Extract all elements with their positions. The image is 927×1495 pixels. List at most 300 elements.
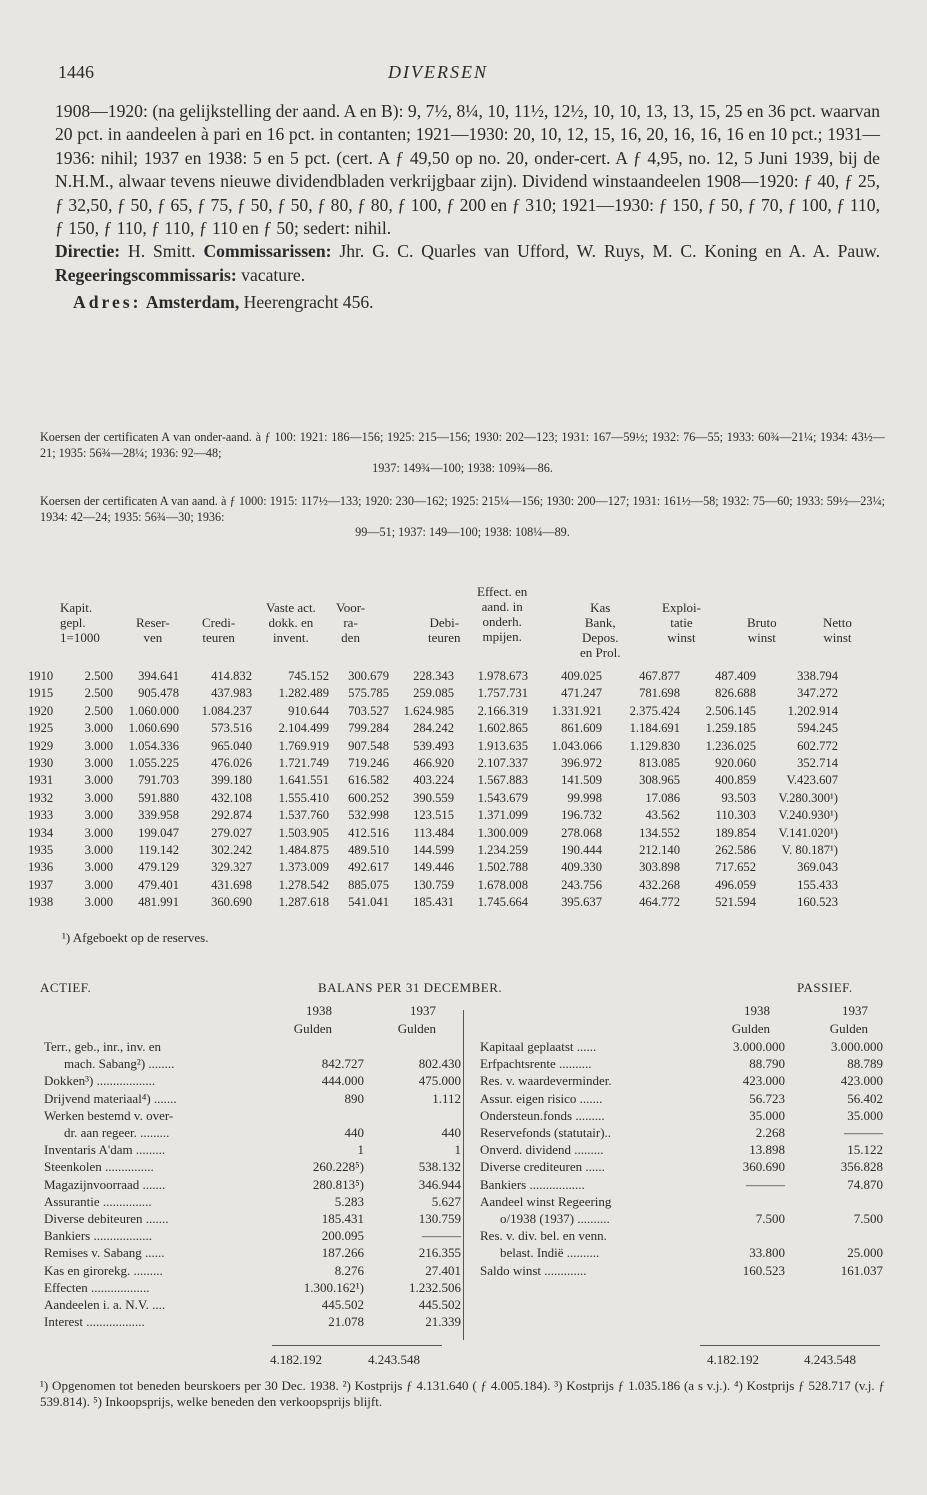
table-cell: 2.506.145 [705,703,756,718]
balance-item-value: 3.000.000 [831,1039,883,1054]
table-cell: 1.331.921 [551,703,602,718]
col-header-kapitaal: Kapit. gepl. 1=1000 [60,600,100,645]
balance-item-value: 56.402 [847,1090,883,1106]
table-cell: 1.624.985 [403,703,454,718]
table-cell: 467.877 [639,669,680,683]
table-row [28,755,838,772]
koersen-block-1 [40,430,885,477]
page-number: 1446 [58,62,94,82]
table-cell: 1.234.259 [477,843,528,858]
table-cell: 409.025 [561,669,602,683]
balance-item-value: 360.690 [742,1159,785,1175]
table-cell: 910.644 [288,703,329,718]
balance-item-label: Assur. eigen risico ....... [480,1090,603,1106]
balance-item-label: Bankiers ................. [480,1176,585,1192]
table-row [28,668,838,685]
table-cell: 496.059 [715,877,756,892]
balance-item-value: 260.228⁵) [312,1159,364,1175]
balance-item-value: 475.000 [418,1073,461,1089]
balance-item-label: o/1938 (1937) .......... [500,1211,610,1227]
table-cell: 3.000 [84,843,113,858]
balance-row [480,1072,883,1089]
balance-item-value: 538.132 [418,1159,461,1175]
table-cell: 1.721.749 [278,756,329,771]
balance-item-value: 56.723 [749,1090,785,1106]
actief-year-1937 [376,1002,436,1038]
col-header-voorraden: Voor- ra- den [336,600,366,645]
table-cell: 717.652 [715,860,756,875]
table-cell: 199.047 [138,825,179,840]
unit-label: Gulden [829,1021,868,1036]
balance-item-value: 890 [344,1090,364,1106]
table-row [28,877,838,894]
balance-item-label: Kapitaal geplaatst ...... [480,1039,597,1054]
table-cell: 1.129.830 [629,738,680,753]
balance-row [44,1262,461,1279]
balance-item-label: Aandeel winst Regeering [480,1193,612,1209]
passief-label: PASSIEF. [797,980,853,995]
balance-item-label: Ondersteun.fonds ......... [480,1107,605,1123]
table-cell: 432.108 [211,790,252,805]
table-cell: 1.287.618 [278,895,329,910]
passief-total-1938: 4.182.192 [707,1352,759,1367]
table-cell: 1.978.673 [477,669,528,683]
balance-row [44,1038,461,1055]
balance-item-value: 74.870 [847,1176,883,1192]
table-cell: 602.772 [797,738,838,753]
table-row [28,685,838,702]
year-cell: 1936 [28,860,54,875]
table-row [28,720,838,737]
table-cell: 352.714 [797,756,838,771]
table-cell: 17.086 [645,790,680,805]
balance-item-label: Onverd. dividend ......... [480,1142,604,1158]
balance-item-label: Dokken³) .................. [44,1073,156,1089]
balance-item-value: 161.037 [840,1262,883,1278]
section-title: DIVERSEN [388,62,488,82]
table-cell: 3.000 [84,825,113,840]
year-cell: 1925 [28,721,54,736]
adres-label: Adres: [73,292,142,313]
balance-item-value: 1 [454,1142,461,1158]
table-cell: 130.759 [413,877,454,892]
koersen-text-end: 1937: 149¾—100; 1938: 109¾—86. [372,461,553,475]
table-cell: 394.641 [138,669,179,683]
table-cell: 431.698 [211,877,252,892]
balance-item-value [785,1227,883,1244]
table-cell: 813.085 [639,756,680,771]
table-cell: 155.433 [797,877,838,892]
table-cell: 2.107.337 [477,756,528,771]
table-cell: 390.559 [413,790,454,805]
table-cell: 1.278.542 [278,877,329,892]
table-cell: 1.184.691 [629,721,680,736]
balance-item-value: 5.627 [431,1193,461,1209]
balance-row [44,1158,461,1175]
table-cell: 3.000 [84,773,113,788]
table-cell: 144.599 [413,843,454,858]
col-header-kas: Kas Bank, Depos. en Prol. [580,600,621,660]
table-row [28,894,838,911]
table-cell: 466.920 [413,756,454,771]
col-header-effecten: Effect. en aand. in onderh. mpijen. [477,584,528,644]
balance-item-label: Magazijnvoorraad ....... [44,1176,166,1192]
table-cell: 149.446 [413,860,454,875]
actief-total-1938: 4.182.192 [270,1352,322,1367]
table-cell: 185.431 [413,895,454,910]
table-cell: 399.180 [211,773,252,788]
balance-row [480,1038,883,1055]
year-cell: 1934 [28,825,54,840]
table-cell: V.280.300¹) [778,790,838,805]
balance-item-value: 346.944 [418,1176,461,1192]
table-cell: 347.272 [797,686,838,701]
commissarissen-text: Jhr. G. C. Quarles van Ufford, W. Ruys, M. C. Koning en A. A. Pauw. [331,241,880,262]
table-cell: 2.104.499 [278,721,329,736]
balance-item-value: 216.355 [418,1245,461,1261]
table-cell: 1.503.905 [278,825,329,840]
balance-item-label: Werken bestemd v. over- [44,1107,174,1123]
table-cell: 1.913.635 [477,738,528,753]
table-cell: 160.523 [797,895,838,910]
balance-item-label: Reservefonds (statutair).. [480,1125,612,1141]
balance-row [44,1193,461,1210]
balance-item-label: belast. Indië .......... [500,1245,600,1261]
table-cell: 93.503 [721,790,756,805]
balance-item-value: 8.276 [334,1262,364,1278]
table-cell: 479.401 [138,877,179,892]
balance-row [480,1176,883,1193]
table-cell: 123.515 [413,808,454,823]
actief-year-1938 [272,1002,332,1038]
table-cell: 412.516 [348,825,389,840]
balance-row [480,1158,883,1175]
balance-item-label: Bankiers .................. [44,1228,152,1244]
table-cell: 278.068 [561,825,602,840]
table-row [28,738,838,755]
table-cell: 1.202.914 [787,703,838,718]
balance-item-label: Erfpachtsrente .......... [480,1056,592,1072]
table-cell: 3.000 [84,895,113,910]
balance-row [44,1055,461,1072]
adres-street: Heerengracht 456. [239,292,374,313]
table-cell: 905.478 [138,686,179,701]
table-cell: 3.000 [84,738,113,753]
year-cell: 1930 [28,756,54,771]
table-cell: 1.282.489 [278,686,329,701]
balance-item-value: 444.000 [321,1073,364,1089]
balance-item-value [785,1193,883,1210]
table-row [28,790,838,807]
passief-year-1937 [808,1002,868,1038]
unit-label: Gulden [293,1021,332,1036]
table-cell: 600.252 [348,790,389,805]
balance-item-value: 7.500 [755,1211,785,1227]
table-cell: 308.965 [639,773,680,788]
table-cell: 43.562 [645,808,680,823]
balance-item-value: 440 [441,1125,461,1141]
table-cell: 300.679 [348,669,389,683]
balance-row [480,1227,883,1244]
table-row [28,807,838,824]
table-cell: 369.043 [797,860,838,875]
balance-item-value: 88.790 [749,1056,785,1072]
table-cell: 1.373.009 [278,860,329,875]
balance-row [480,1107,883,1124]
balance-item-value [690,1227,785,1244]
table-cell: 2.500 [84,669,113,683]
year-cell: 1929 [28,738,54,753]
table-cell: 302.242 [211,843,252,858]
balance-item-label: Terr., geb., inr., inv. en [44,1039,162,1054]
balance-item-value: 2.268 [755,1125,785,1141]
table-cell: 1.757.731 [477,686,528,701]
year-cell: 1931 [28,773,54,788]
passief-year-1938 [710,1002,770,1038]
balance-row [44,1279,461,1296]
unit-label: Gulden [397,1021,436,1036]
balance-item-value: 33.800 [749,1245,785,1261]
table-cell: 3.000 [84,721,113,736]
table-cell: 1.678.008 [477,877,528,892]
table-cell: 476.026 [211,756,252,771]
passief-total-1937: 4.243.548 [804,1352,856,1367]
balance-row [44,1072,461,1089]
table-cell: 573.516 [211,721,252,736]
table-cell: 1.543.679 [477,790,528,805]
balance-row [480,1124,883,1141]
balance-row [44,1090,461,1107]
table-cell: 279.027 [211,825,252,840]
table-cell: V.141.020¹) [778,825,838,840]
table-cell: 591.880 [138,790,179,805]
table-cell: 1.060.000 [128,703,179,718]
table-cell: 1.300.009 [477,825,528,840]
balance-item-value: 1.232.506 [409,1279,461,1295]
dividend-text: 1908—1920: (na gelijkstelling der aand. A en B): 9, 7½, 8¼, 10, 11½, 12½, 10, 10, 13, 13, 15, 25 en 36 pct. waarvan 20 pct. in aandeelen à pari en 16 pct. in contanten; 1921—1930: 20, 10, 12, 15, 16, 20, 16, 16, 16 en 10 pct.; 1931—1936: nihil; 1937 en 1938: 5 en 5 pct. (cert. A ƒ 49,50 op no. 20, onder-cert. A ƒ 4,95, no. 12, 5 Juni 1939, bij de N.H.M., alwaar tevens nieuwe dividendbladen verkrijgbaar zijn). Dividend winstaandeelen 1908—1920: ƒ 40, ƒ 25, ƒ 32,50, ƒ 50, ƒ 65, ƒ 75, ƒ 50, ƒ 50, ƒ 80, ƒ 80, ƒ 100, ƒ 200 en ƒ 310; 1921—1930: ƒ 150, ƒ 50, ƒ 70, ƒ 100, ƒ 110, ƒ 150, ƒ 110, ƒ 110, ƒ 110 en ƒ 50; sedert: nihil. [55,101,880,239]
table-row [28,772,838,789]
balance-row [480,1262,883,1279]
balance-row [44,1313,461,1330]
year-label: 1937 [410,1003,436,1018]
year-label: 1938 [306,1003,332,1018]
balance-item-value: 7.500 [853,1211,883,1227]
table-cell: 532.998 [348,808,389,823]
balance-row [44,1210,461,1227]
year-cell: 1920 [28,703,54,718]
table-cell: 464.772 [639,895,680,910]
balance-item-value: 13.898 [749,1142,785,1158]
balance-item-value [364,1107,461,1124]
table-cell: 339.958 [138,808,179,823]
balance-item-label: Interest .................. [44,1314,145,1330]
table-cell: 481.991 [138,895,179,910]
balance-item-value: 27.401 [425,1262,461,1278]
table-cell: 616.582 [348,773,389,788]
balance-item-label: Res. v. div. bel. en venn. [480,1228,607,1244]
balance-row [480,1090,883,1107]
actief-total-1937: 4.243.548 [368,1352,420,1367]
table-cell: 303.898 [639,860,680,875]
table-cell: 1.555.410 [278,790,329,805]
balance-item-value: ——— [746,1176,785,1192]
table-cell: 1.084.237 [201,703,252,718]
table-cell: 396.972 [561,756,602,771]
balance-item-value: 280.813⁵) [312,1176,364,1192]
balance-item-value: 25.000 [847,1245,883,1261]
balance-row [480,1193,883,1210]
balance-item-value: 440 [344,1125,364,1141]
balance-divider [463,1010,464,1340]
table-cell: 791.703 [138,773,179,788]
balance-item-value: 802.430 [418,1056,461,1072]
year-cell: 1915 [28,686,54,701]
table-cell: 292.874 [211,808,252,823]
balance-item-value: 200.095 [321,1228,364,1244]
table-cell: 594.245 [797,721,838,736]
balance-item-value: 1 [357,1142,364,1158]
table-cell: 1.769.919 [278,738,329,753]
table-row [28,703,838,720]
balance-row [44,1244,461,1261]
col-header-reserven: Reser- ven [136,615,170,645]
balance-item-label: Inventaris A'dam ......... [44,1142,166,1158]
balance-item-label: Aandeelen i. a. N.V. .... [44,1297,166,1313]
balance-row [480,1141,883,1158]
col-header-bruto: Bruto winst [747,615,777,645]
table-cell: 3.000 [84,790,113,805]
koersen-text: Koersen der certificaten A van aand. à ƒ 1000: 1915: 117½—133; 1920: 230—162; 1925: 215¼—156; 1930: 200—127; 1931: 161½—58; 1932: 75—60; 1933: 59½—23¼; 1934: 42—24; 1935: 56¾—30; 1936: [40,494,885,524]
balance-item-value: 187.266 [321,1245,364,1261]
year-cell: 1932 [28,790,54,805]
balance-item-value: 15.122 [847,1142,883,1158]
table-cell: 487.409 [715,669,756,683]
balance-item-value: 130.759 [418,1211,461,1227]
balance-item-label: dr. aan regeer. ......... [64,1125,170,1141]
table-cell: 719.246 [348,756,389,771]
table-cell: 2.500 [84,686,113,701]
table-cell: 1.484.875 [278,843,329,858]
balance-item-value: 21.078 [328,1314,364,1330]
passief-table [480,1038,883,1279]
table-cell: 400.859 [715,773,756,788]
table-cell: 920.060 [715,756,756,771]
table-cell: 414.832 [211,669,252,683]
table-cell: 2.500 [84,703,113,718]
statistics-table [28,668,838,912]
table-cell: 826.688 [715,686,756,701]
col-header-debiteuren: Debi- teuren [428,615,461,645]
balance-row [44,1227,461,1244]
table-cell: 196.732 [561,808,602,823]
table-cell: 432.268 [639,877,680,892]
balance-item-label: Steenkolen ............... [44,1159,154,1175]
directie-label: Directie: [55,241,121,262]
table-cell: 489.510 [348,843,389,858]
table-cell: 3.000 [84,756,113,771]
table-cell: 781.698 [639,686,680,701]
balance-item-value: 1.112 [432,1090,461,1106]
table-row [28,859,838,876]
table-cell: 1.537.760 [278,808,329,823]
balance-item-label: Remises v. Sabang ...... [44,1245,165,1261]
table-cell: 262.586 [715,843,756,858]
actief-table [44,1038,461,1330]
table-cell: 1.054.336 [128,738,179,753]
balance-item-value: 35.000 [847,1107,883,1123]
table-cell: 360.690 [211,895,252,910]
table-cell: V. 80.187¹) [781,843,838,858]
table-cell: 228.343 [413,669,454,683]
balance-item-label: Assurantie ............... [44,1193,152,1209]
table-cell: 395.637 [561,895,602,910]
table-cell: 965.040 [211,738,252,753]
table-cell: 3.000 [84,877,113,892]
balance-item-value: ——— [844,1125,883,1141]
koersen-block-2 [40,494,885,541]
balance-item-value: ——— [422,1228,461,1244]
table-cell: V.423.607 [786,773,838,788]
table-cell: 575.785 [348,686,389,701]
table-cell: 1.371.099 [477,808,528,823]
balance-item-value: 1.300.162¹) [303,1279,364,1295]
table-cell: 99.998 [567,790,602,805]
balance-item-value [690,1193,785,1210]
table-cell: 243.756 [561,877,602,892]
balance-footnotes: ¹) Opgenomen tot beneden beurskoers per 30 Dec. 1938. ²) Kostprijs ƒ 4.131.640 ( ƒ 4.005.184). ³) Kostprijs ƒ 1.035.186 (a s v.j.). ⁴) Kostprijs ƒ 528.717 (v.j. ƒ 539.814). ⁵) Inkoopsprijs, welke beneden den verkoopsprijs blijft. [40,1378,885,1409]
year-cell: 1937 [28,877,54,892]
table-cell: 329.327 [211,860,252,875]
balance-item-value: 842.727 [321,1056,364,1072]
table-cell: 3.000 [84,808,113,823]
table-cell: 471.247 [561,686,602,701]
balance-item-value: 356.828 [840,1159,883,1175]
col-header-vaste-activa: Vaste act. dokk. en invent. [266,600,316,645]
balance-item-value [259,1038,364,1055]
table-cell: 1.060.690 [128,721,179,736]
balance-item-label: Res. v. waardeverminder. [480,1073,612,1089]
balance-item-label: mach. Sabang²) ........ [64,1056,175,1072]
commissarissen-label: Commissarissen: [203,241,332,262]
year-label: 1938 [744,1003,770,1018]
table-cell: 259.085 [413,686,454,701]
balance-item-value: 423.000 [840,1073,883,1089]
table-cell: 541.041 [348,895,389,910]
table-row [28,825,838,842]
table-cell: 1.043.066 [551,738,602,753]
table-cell: 134.552 [639,825,680,840]
year-cell: 1933 [28,808,54,823]
year-cell: 1935 [28,843,54,858]
balance-item-value: 445.502 [418,1297,461,1313]
table-cell: 492.617 [348,860,389,875]
actief-label: ACTIEF. [40,980,92,995]
koersen-text-end: 99—51; 1937: 149—100; 1938: 108¼—89. [355,525,570,539]
table-cell: 1.259.185 [705,721,756,736]
table-cell: 110.303 [715,808,756,823]
balance-row [480,1244,883,1261]
balance-item-value: 88.789 [847,1056,883,1072]
table-cell: 119.142 [138,843,179,858]
table-cell: 1.745.664 [477,895,528,910]
regeering-text: vacature. [236,264,306,285]
table-cell: 703.527 [348,703,389,718]
table-cell: 907.548 [348,738,389,753]
table-cell: 799.284 [348,721,389,736]
balance-row [44,1141,461,1158]
passief-total-rule [700,1345,880,1346]
table-cell: 212.140 [639,843,680,858]
